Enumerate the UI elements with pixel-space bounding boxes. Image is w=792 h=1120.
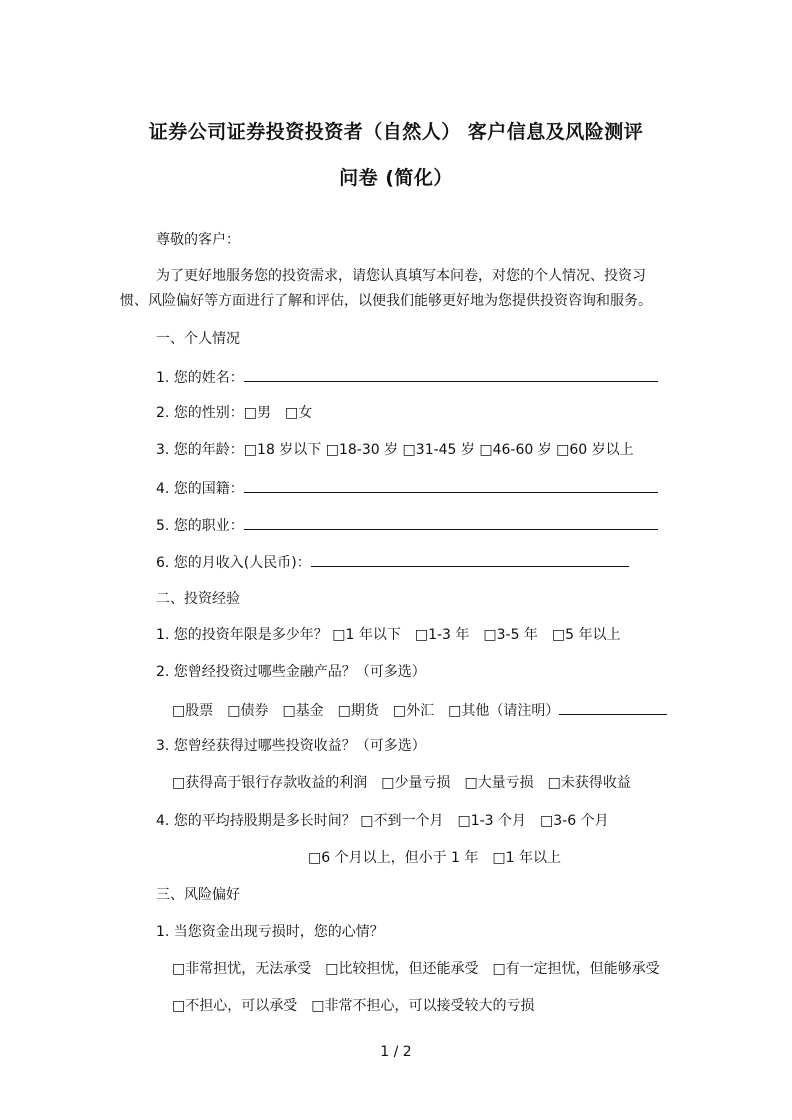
loss-feeling-options-b: □不担心，可以承受 □非常不担心，可以接受较大的亏损 bbox=[172, 998, 535, 1014]
question-name bbox=[156, 367, 658, 387]
question-income bbox=[156, 552, 629, 572]
question-occupation bbox=[156, 515, 658, 535]
question-returns: 3. 您曾经获得过哪些投资收益？（可多选） bbox=[156, 738, 426, 754]
income-blank[interactable] bbox=[311, 552, 629, 567]
question-investment-years: 1. 您的投资年限是多少年？ □1 年以下 □1-3 年 □3-5 年 □5 年以上 bbox=[156, 627, 621, 643]
products-options bbox=[172, 700, 667, 720]
salutation: 尊敬的客户： bbox=[156, 232, 240, 248]
section-heading-personal: 一、个人情况 bbox=[156, 331, 240, 347]
intro-line-1: 为了更好地服务您的投资需求，请您认真填写本问卷，对您的个人情况、投资习 bbox=[156, 268, 646, 284]
nationality-blank[interactable] bbox=[244, 478, 658, 493]
question-name-label: 1. 您的姓名： bbox=[156, 370, 244, 386]
question-gender: 2. 您的性别：□男 □女 bbox=[156, 405, 313, 421]
products-options-label: □股票 □债券 □基金 □期货 □外汇 □其他（请注明） bbox=[172, 703, 560, 719]
question-nationality-label: 4. 您的国籍： bbox=[156, 481, 244, 497]
section-heading-risk: 三、风险偏好 bbox=[156, 887, 240, 903]
intro-line-2: 惯、风险偏好等方面进行了解和评估，以便我们能够更好地为您提供投资咨询和服务。 bbox=[120, 293, 652, 309]
question-occupation-label: 5. 您的职业： bbox=[156, 518, 244, 534]
question-nationality bbox=[156, 478, 658, 498]
question-products: 2. 您曾经投资过哪些金融产品？（可多选） bbox=[156, 664, 426, 680]
question-holding-period: 4. 您的平均持股期是多长时间？ □不到一个月 □1-3 个月 □3-6 个月 bbox=[156, 813, 609, 829]
document-title-line-1: 证券公司证券投资投资者（自然人） 客户信息及风险测评 bbox=[148, 121, 644, 143]
document-title-line-2: 问卷 (简化） bbox=[339, 167, 453, 189]
question-income-label: 6. 您的月收入(人民币)： bbox=[156, 555, 311, 571]
occupation-blank[interactable] bbox=[244, 515, 658, 530]
question-age: 3. 您的年龄：□18 岁以下 □18-30 岁 □31-45 岁 □46-60 岁 □60 岁以上 bbox=[156, 442, 634, 458]
holding-period-options: □6 个月以上，但小于 1 年 □1 年以上 bbox=[308, 850, 561, 866]
section-heading-experience: 二、投资经验 bbox=[156, 591, 240, 607]
question-loss-feeling: 1. 当您资金出现亏损时，您的心情？ bbox=[156, 924, 384, 940]
other-products-blank[interactable] bbox=[559, 700, 667, 715]
page-number: 1 / 2 bbox=[380, 1044, 412, 1060]
name-blank[interactable] bbox=[244, 367, 658, 382]
returns-options: □获得高于银行存款收益的利润 □少量亏损 □大量亏损 □未获得收益 bbox=[172, 775, 631, 791]
loss-feeling-options-a: □非常担忧，无法承受 □比较担忧，但还能承受 □有一定担忧，但能够承受 bbox=[172, 961, 660, 977]
